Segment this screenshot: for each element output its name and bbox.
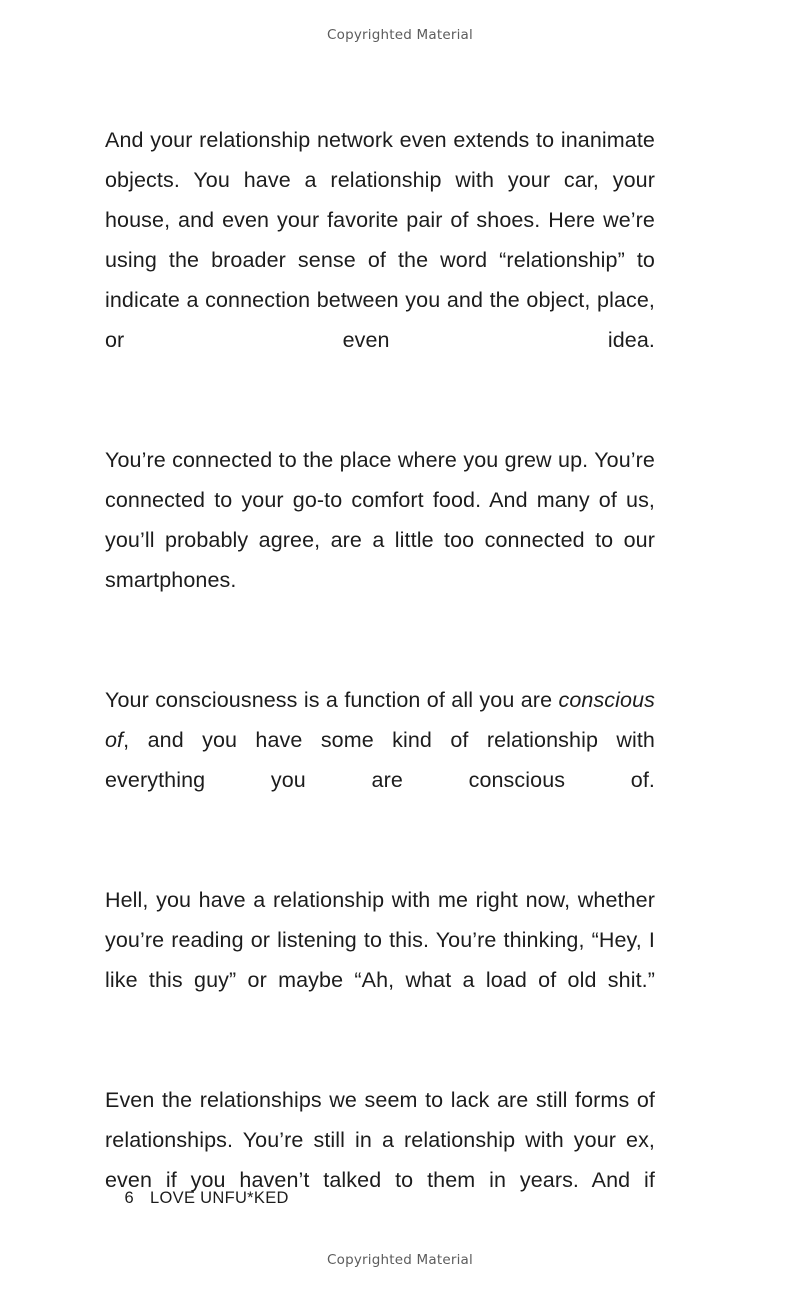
paragraph-3-text-after: , and you have some kind of relationship with everything you are conscious of. [105,728,655,792]
paragraph-5: Even the relationships we seem to lack are still forms of relationships. You’re still in a relationship with your ex, even if you haven’t talked to them in years. And if [105,1088,655,1192]
running-head: LOVE UNFU*KED [150,1189,289,1207]
paragraph-3-text-before: Your consciousness is a function of all you are [105,688,559,712]
page-footer [105,1170,289,1227]
paragraph-1: And your relationship network even extends to inanimate objects. You have a relationship with your car, your house, and even your favorite pair of shoes. Here we’re using the broader sense of the word “relationship” to indicate a connection between you and the object, place, or even idea. [105,128,655,352]
page-number: 6 [124,1189,135,1207]
copyright-watermark-top: Copyrighted Material [327,27,473,43]
copyright-watermark-bottom: Copyrighted Material [327,1252,473,1268]
page-body-text [105,120,655,1240]
paragraph-3 [105,680,655,840]
paragraph-2: You’re connected to the place where you grew up. You’re connected to your go-to comfort food. And many of us, you’ll probably agree, are a little too connected to our smartphones. [105,448,655,592]
paragraph-3-emphasis: conscious of [105,688,655,752]
paragraph-4: Hell, you have a relationship with me right now, whether you’re reading or listening to this. You’re thinking, “Hey, I like this guy” or maybe “Ah, what a load of old shit.” [105,888,655,992]
